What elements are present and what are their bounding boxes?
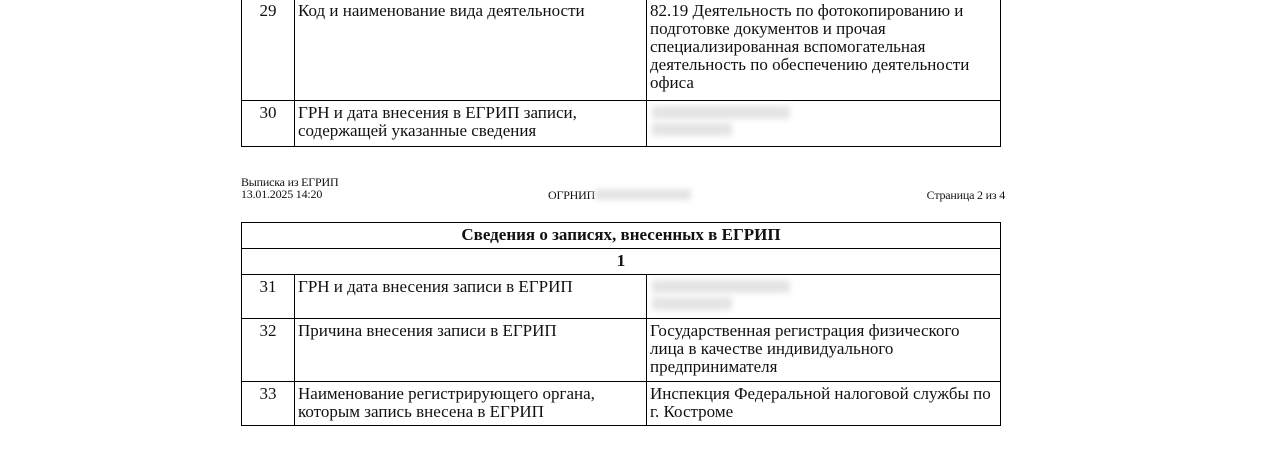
redacted-value — [647, 101, 1001, 147]
row-number: 31 — [242, 275, 295, 319]
row-number: 33 — [242, 382, 295, 426]
table-row — [242, 275, 1001, 319]
egrip-extract-table-top — [241, 0, 1001, 147]
row-value: 82.19 Деятельность по фотокопированию и подготовке документов и прочая специализированная вспомогательная деятельность по обеспечению деятельности офиса — [647, 0, 1001, 101]
ogrnip-field — [548, 189, 691, 201]
row-label: Код и наименование вида деятельности — [295, 0, 647, 101]
egrip-records-table — [241, 222, 1001, 426]
document-title: Выписка из ЕГРИП — [241, 175, 339, 189]
row-label: Причина внесения записи в ЕГРИП — [295, 319, 647, 382]
redacted-value — [647, 275, 1001, 319]
row-value: Инспекция Федеральной налоговой службы по г. Костроме — [647, 382, 1001, 426]
row-label: Наименование регистрирующего органа, которым запись внесена в ЕГРИП — [295, 382, 647, 426]
table-row — [242, 382, 1001, 426]
page-header — [241, 176, 1005, 206]
redacted-grn — [652, 106, 790, 119]
section-number-row — [242, 249, 1001, 275]
row-label: ГРН и дата внесения записи в ЕГРИП — [295, 275, 647, 319]
ogrnip-label: ОГРНИП — [548, 188, 596, 202]
section-title-row — [242, 223, 1001, 249]
table-row — [242, 0, 1001, 101]
record-number: 1 — [242, 249, 1001, 275]
row-value: Государственная регистрация физического лица в качестве индивидуального предпринимателя — [647, 319, 1001, 382]
row-number: 29 — [242, 0, 295, 101]
redacted-ogrnip — [595, 189, 691, 200]
redacted-date — [652, 123, 732, 136]
redacted-date — [652, 297, 732, 310]
row-number: 30 — [242, 101, 295, 147]
page-number: Страница 2 из 4 — [926, 188, 1005, 202]
row-number: 32 — [242, 319, 295, 382]
table-row — [242, 319, 1001, 382]
table-row — [242, 101, 1001, 147]
section-title: Сведения о записях, внесенных в ЕГРИП — [242, 223, 1001, 249]
page-header-left — [241, 176, 338, 200]
redacted-grn — [652, 280, 790, 293]
row-label: ГРН и дата внесения в ЕГРИП записи, содержащей указанные сведения — [295, 101, 647, 147]
extract-datetime: 13.01.2025 14:20 — [241, 187, 323, 201]
